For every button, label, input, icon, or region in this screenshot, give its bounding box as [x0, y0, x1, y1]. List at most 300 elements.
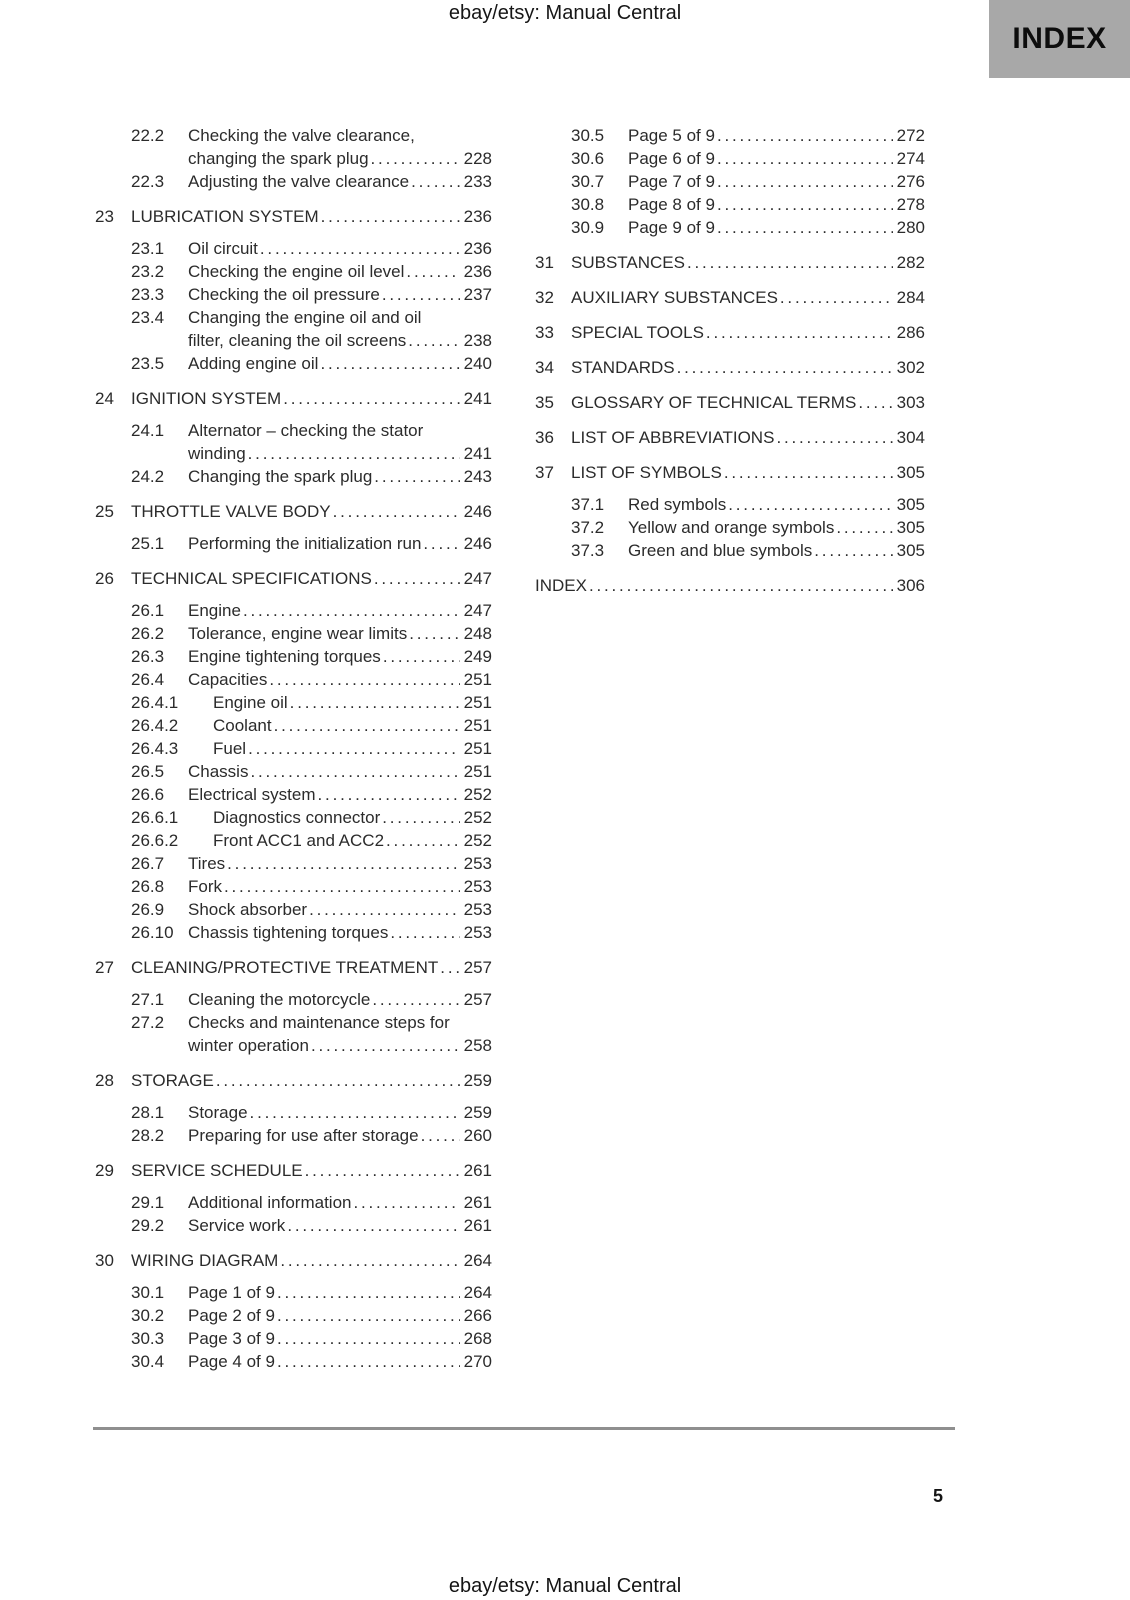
toc-entry-page: 258 — [463, 1036, 492, 1055]
toc-entry-line — [571, 170, 925, 193]
toc-entry — [95, 956, 492, 979]
toc-entry-page: 246 — [463, 502, 492, 521]
dot-leader — [382, 283, 460, 306]
toc-entry-title: WIRING DIAGRAM — [131, 1251, 279, 1270]
toc-entry-title: Checking the engine oil level — [188, 262, 405, 281]
toc-entry-line — [131, 532, 492, 555]
toc-entry-page: 302 — [896, 358, 925, 377]
toc-entry-title: Page 4 of 9 — [188, 1352, 275, 1371]
toc-entry-page: 233 — [463, 172, 492, 191]
toc-entry-page: 264 — [463, 1283, 492, 1302]
toc-entry-line — [95, 1249, 492, 1272]
toc-entry-page: 261 — [463, 1193, 492, 1212]
toc-entry — [95, 387, 492, 410]
toc-entry-number: 26.9 — [131, 900, 165, 919]
toc-entry-title: Diagnostics connector — [213, 808, 381, 827]
toc-entry — [95, 1214, 492, 1237]
toc-entry-page: 251 — [463, 716, 492, 735]
toc-entry-number: 30.4 — [131, 1352, 165, 1371]
toc-entry-number: 26.4.3 — [131, 739, 179, 758]
toc-entry — [95, 237, 492, 260]
toc-entry-page: 305 — [896, 541, 925, 560]
toc-entry-line — [95, 205, 492, 228]
toc-entry-page: 251 — [463, 670, 492, 689]
toc-entry-page: 280 — [896, 218, 925, 237]
toc-entry-line — [131, 442, 492, 465]
toc-entry-title: AUXILIARY SUBSTANCES — [571, 288, 778, 307]
toc-entry — [535, 216, 925, 239]
toc-entry — [535, 286, 925, 309]
toc-entry — [95, 170, 492, 193]
toc-entry-line — [131, 283, 492, 306]
toc-entry-page: 243 — [463, 467, 492, 486]
dot-leader — [277, 1304, 460, 1327]
toc-entry-page: 241 — [463, 389, 492, 408]
toc-entry-title: Changing the engine oil and oil — [188, 308, 422, 327]
toc-entry — [95, 1101, 492, 1124]
dot-leader — [287, 1214, 459, 1237]
toc-entry-line — [131, 1101, 492, 1124]
toc-entry-title: LIST OF SYMBOLS — [571, 463, 722, 482]
page-header-title: ebay/etsy: Manual Central — [448, 2, 682, 24]
dot-leader — [250, 760, 459, 783]
index-tab-label: INDEX — [1012, 22, 1107, 55]
toc-entry — [95, 622, 492, 645]
toc-entry-title: Front ACC1 and ACC2 — [213, 831, 385, 850]
toc-entry — [95, 737, 492, 760]
dot-leader — [269, 668, 459, 691]
dot-leader — [780, 286, 893, 309]
toc-entry-number: 26.8 — [131, 877, 165, 896]
toc-entry-line — [131, 306, 492, 329]
dot-leader — [227, 852, 459, 875]
toc-entry-line — [571, 516, 925, 539]
toc-entry-title: Yellow and orange symbols — [628, 518, 835, 537]
toc-entry-line — [131, 599, 492, 622]
toc-entry-number: 30.1 — [131, 1283, 165, 1302]
dot-leader — [717, 170, 893, 193]
toc-entry — [535, 124, 925, 147]
toc-entry-title: Changing the spark plug — [188, 467, 373, 486]
toc-entry-number: 23.4 — [131, 308, 165, 327]
toc-entry-page: 249 — [463, 647, 492, 666]
toc-entry-page: 246 — [463, 534, 492, 553]
toc-entry — [535, 461, 925, 484]
toc-entry — [95, 829, 492, 852]
toc-entry-line — [131, 875, 492, 898]
dot-leader — [858, 391, 892, 414]
toc-column-left — [95, 124, 492, 1373]
toc-entry-page: 252 — [463, 831, 492, 850]
page-number: 5 — [932, 1486, 943, 1506]
toc-entry — [95, 1281, 492, 1304]
toc-entry-line — [131, 783, 492, 806]
toc-entry — [535, 574, 925, 597]
toc-entry-line — [535, 356, 925, 379]
toc-entry-title: Oil circuit — [188, 239, 258, 258]
dot-leader — [277, 1327, 460, 1350]
toc-entry — [95, 306, 492, 352]
toc-entry-number: 23.1 — [131, 239, 165, 258]
toc-entry — [95, 691, 492, 714]
toc-entry-title: Green and blue symbols — [628, 541, 813, 560]
toc-entry-title: winter operation — [188, 1036, 309, 1055]
dot-leader — [408, 329, 459, 352]
dot-leader — [409, 622, 459, 645]
toc-entry-number: 26.6.1 — [131, 808, 179, 827]
toc-entry-line — [95, 387, 492, 410]
dot-leader — [243, 599, 460, 622]
toc-entry-title: Capacities — [188, 670, 268, 689]
toc-entry-line — [131, 1214, 492, 1237]
dot-leader — [321, 205, 460, 228]
toc-entry-title: SPECIAL TOOLS — [571, 323, 704, 342]
dot-leader — [706, 321, 893, 344]
toc-entry-page: 236 — [463, 239, 492, 258]
toc-entry-line — [571, 193, 925, 216]
toc-entry-line — [131, 1124, 492, 1147]
toc-entry-title: filter, cleaning the oil screens — [188, 331, 407, 350]
toc-entry-title: Additional information — [188, 1193, 352, 1212]
toc-entry — [535, 321, 925, 344]
toc-entry-title: IGNITION SYSTEM — [131, 389, 282, 408]
toc-entry-title: SERVICE SCHEDULE — [131, 1161, 303, 1180]
toc-entry-title: changing the spark plug — [188, 149, 369, 168]
toc-entry — [95, 852, 492, 875]
toc-entry-number: 26.5 — [131, 762, 165, 781]
toc-entry-page: 284 — [896, 288, 925, 307]
toc-entry-line — [131, 419, 492, 442]
dot-leader — [320, 352, 459, 375]
dot-leader — [421, 1124, 460, 1147]
toc-entry-line — [131, 465, 492, 488]
toc-entry-page: 259 — [463, 1103, 492, 1122]
toc-entry-number: 26.4 — [131, 670, 165, 689]
toc-entry-number: 27.2 — [131, 1013, 165, 1032]
toc-entry-number: 27 — [95, 958, 114, 977]
toc-entry-page: 251 — [463, 739, 492, 758]
toc-entry-number: 26.4.1 — [131, 693, 179, 712]
toc-entry-number: 24.2 — [131, 467, 165, 486]
toc-entry-number: 23 — [95, 207, 114, 226]
toc-entry-line — [131, 645, 492, 668]
toc-entry-line — [131, 329, 492, 352]
toc-entry-title: Adjusting the valve clearance — [188, 172, 410, 191]
toc-entry-title: STORAGE — [131, 1071, 214, 1090]
toc-entry-title: Checking the oil pressure — [188, 285, 380, 304]
toc-entry — [535, 493, 925, 516]
toc-entry — [95, 988, 492, 1011]
index-tab — [989, 0, 1130, 78]
toc-entry-line — [131, 1191, 492, 1214]
toc-entry-page: 240 — [463, 354, 492, 373]
toc-entry-page: 306 — [896, 576, 925, 595]
toc-entry-page: 276 — [896, 172, 925, 191]
toc-entry-number: 29.1 — [131, 1193, 165, 1212]
toc-entry-page: 305 — [896, 518, 925, 537]
dot-leader — [250, 1101, 460, 1124]
toc-entry-page: 261 — [463, 1216, 492, 1235]
toc-entry-title: Performing the initialization run — [188, 534, 422, 553]
toc-entry-page: 247 — [463, 601, 492, 620]
toc-entry-page: 304 — [896, 428, 925, 447]
toc-entry-page: 253 — [463, 877, 492, 896]
toc-entry-title: Tires — [188, 854, 226, 873]
toc-entry-line — [571, 493, 925, 516]
dot-leader — [353, 1191, 459, 1214]
toc-entry-line — [131, 352, 492, 375]
toc-entry — [95, 898, 492, 921]
toc-entry — [95, 1011, 492, 1057]
toc-entry-page: 259 — [463, 1071, 492, 1090]
toc-entry-page: 303 — [896, 393, 925, 412]
dot-leader — [277, 1350, 460, 1373]
toc-entry-number: 28.2 — [131, 1126, 165, 1145]
toc-entry-title: winding — [188, 444, 246, 463]
toc-entry — [95, 645, 492, 668]
toc-entry — [95, 921, 492, 944]
toc-entry-line — [131, 1034, 492, 1057]
toc-entry-page: 305 — [896, 463, 925, 482]
toc-entry-page: 247 — [463, 569, 492, 588]
toc-entry-title: Engine tightening torques — [188, 647, 381, 666]
dot-leader — [333, 500, 460, 523]
toc-entry-number: 26.7 — [131, 854, 165, 873]
dot-leader — [260, 237, 460, 260]
toc-entry-page: 274 — [896, 149, 925, 168]
toc-entry-line — [131, 737, 492, 760]
toc-entry-line — [131, 988, 492, 1011]
toc-entry-number: 37 — [535, 463, 554, 482]
toc-entry — [95, 260, 492, 283]
dot-leader — [280, 1249, 459, 1272]
dot-leader — [216, 1069, 460, 1092]
dot-leader — [717, 216, 893, 239]
toc-entry-number: 35 — [535, 393, 554, 412]
dot-leader — [305, 1159, 460, 1182]
toc-entry-line — [131, 170, 492, 193]
toc-entry — [535, 356, 925, 379]
toc-entry-number: 26.6.2 — [131, 831, 179, 850]
toc-entry-page: 236 — [463, 207, 492, 226]
toc-entry-line — [571, 216, 925, 239]
toc-entry-number: 30.5 — [571, 126, 605, 145]
dot-leader — [311, 1034, 460, 1057]
toc-entry-title: Checking the valve clearance, — [188, 126, 415, 145]
toc-entry — [95, 419, 492, 465]
toc-entry-line — [131, 622, 492, 645]
toc-entry-number: 24.1 — [131, 421, 165, 440]
dot-leader — [814, 539, 892, 562]
dot-leader — [836, 516, 892, 539]
toc-entry-page: 237 — [463, 285, 492, 304]
toc-entry — [95, 668, 492, 691]
dot-leader — [382, 806, 459, 829]
toc-entry-line — [131, 852, 492, 875]
toc-entry — [535, 516, 925, 539]
toc-entry-line — [131, 260, 492, 283]
toc-entry-line — [535, 321, 925, 344]
toc-entry — [95, 714, 492, 737]
toc-entry — [95, 1191, 492, 1214]
toc-entry-line — [131, 124, 492, 147]
toc-entry-number: 30.8 — [571, 195, 605, 214]
toc-entry-number: 36 — [535, 428, 554, 447]
toc-column-right — [535, 124, 925, 606]
toc-entry — [535, 391, 925, 414]
toc-entry — [95, 1159, 492, 1182]
toc-entry-title: Preparing for use after storage — [188, 1126, 419, 1145]
dot-leader — [290, 691, 460, 714]
toc-entry-line — [131, 898, 492, 921]
toc-entry-number: 22.2 — [131, 126, 165, 145]
dot-leader — [283, 387, 459, 410]
toc-entry — [95, 567, 492, 590]
toc-entry-line — [95, 500, 492, 523]
toc-entry-title: Chassis tightening torques — [188, 923, 389, 942]
toc-entry-title: STANDARDS — [571, 358, 675, 377]
dot-leader — [390, 921, 459, 944]
toc-entry-line — [131, 760, 492, 783]
dot-leader — [248, 737, 460, 760]
toc-entry — [95, 806, 492, 829]
toc-entry — [535, 193, 925, 216]
dot-leader — [386, 829, 460, 852]
toc-entry-page: 264 — [463, 1251, 492, 1270]
toc-entry-title: Storage — [188, 1103, 248, 1122]
dot-leader — [318, 783, 460, 806]
toc-entry — [535, 426, 925, 449]
toc-entry — [535, 147, 925, 170]
dot-leader — [406, 260, 459, 283]
toc-entry-number: 23.2 — [131, 262, 165, 281]
toc-entry-line — [571, 147, 925, 170]
dot-leader — [728, 493, 892, 516]
toc-entry-title: Shock absorber — [188, 900, 308, 919]
toc-entry — [95, 352, 492, 375]
toc-entry-number: 28 — [95, 1071, 114, 1090]
dot-leader — [372, 988, 459, 1011]
toc-entry — [95, 1249, 492, 1272]
dot-leader — [717, 124, 893, 147]
toc-entry-title: THROTTLE VALVE BODY — [131, 502, 331, 521]
toc-entry-number: 25 — [95, 502, 114, 521]
toc-entry-page: 236 — [463, 262, 492, 281]
toc-entry-line — [131, 806, 492, 829]
toc-entry-title: Checks and maintenance steps for — [188, 1013, 450, 1032]
toc-entry-title: Engine oil — [213, 693, 288, 712]
toc-entry — [95, 1124, 492, 1147]
toc-entry-page: 253 — [463, 923, 492, 942]
toc-entry-page: 268 — [463, 1329, 492, 1348]
toc-entry-page: 241 — [463, 444, 492, 463]
toc-entry-title: INDEX — [535, 576, 587, 595]
dot-leader — [687, 251, 893, 274]
toc-entry-line — [131, 237, 492, 260]
toc-entry-line — [131, 714, 492, 737]
page-footer-title: ebay/etsy: Manual Central — [448, 1575, 682, 1597]
dot-leader — [717, 147, 893, 170]
toc-entry — [95, 1069, 492, 1092]
toc-entry-page: 248 — [463, 624, 492, 643]
dot-leader — [309, 898, 460, 921]
toc-entry-title: Electrical system — [188, 785, 316, 804]
toc-entry-title: Engine — [188, 601, 241, 620]
toc-entry-title: Page 7 of 9 — [628, 172, 715, 191]
toc-entry-number: 30.3 — [131, 1329, 165, 1348]
toc-entry-number: 37.2 — [571, 518, 605, 537]
dot-leader — [589, 574, 893, 597]
toc-entry — [95, 875, 492, 898]
toc-entry-title: GLOSSARY OF TECHNICAL TERMS — [571, 393, 857, 412]
toc-entry-page: 257 — [463, 958, 492, 977]
toc-entry-title: SUBSTANCES — [571, 253, 685, 272]
toc-entry-line — [535, 286, 925, 309]
toc-entry-title: LIST OF ABBREVIATIONS — [571, 428, 775, 447]
toc-entry-title: TECHNICAL SPECIFICATIONS — [131, 569, 372, 588]
toc-entry — [95, 283, 492, 306]
toc-entry-number: 33 — [535, 323, 554, 342]
toc-entry-page: 261 — [463, 1161, 492, 1180]
toc-entry-title: Chassis — [188, 762, 249, 781]
toc-entry-title: Page 6 of 9 — [628, 149, 715, 168]
toc-entry-page: 252 — [463, 808, 492, 827]
toc-entry-page: 257 — [463, 990, 492, 1009]
toc-entry-line — [571, 539, 925, 562]
toc-entry — [535, 170, 925, 193]
toc-entry-line — [131, 1011, 492, 1034]
toc-entry-line — [95, 1159, 492, 1182]
dot-leader — [371, 147, 460, 170]
dot-leader — [374, 567, 460, 590]
toc-entry-page: 253 — [463, 900, 492, 919]
toc-entry-line — [131, 1281, 492, 1304]
toc-entry-title: Service work — [188, 1216, 286, 1235]
toc-entry-page: 228 — [463, 149, 492, 168]
toc-entry-number: 26.3 — [131, 647, 165, 666]
toc-entry-line — [131, 1304, 492, 1327]
toc-entry-number: 27.1 — [131, 990, 165, 1009]
dot-leader — [383, 645, 460, 668]
dot-leader — [724, 461, 893, 484]
toc-entry — [95, 599, 492, 622]
toc-entry-page: 252 — [463, 785, 492, 804]
dot-leader — [374, 465, 459, 488]
toc-entry-page: 282 — [896, 253, 925, 272]
toc-entry-line — [95, 1069, 492, 1092]
toc-entry — [95, 1304, 492, 1327]
toc-entry-number: 26.4.2 — [131, 716, 179, 735]
toc-entry-page: 251 — [463, 693, 492, 712]
dot-leader — [411, 170, 459, 193]
toc-entry-title: Page 2 of 9 — [188, 1306, 275, 1325]
toc-entry — [95, 783, 492, 806]
toc-entry-line — [95, 567, 492, 590]
toc-entry-title: Page 5 of 9 — [628, 126, 715, 145]
toc-entry-title: Page 9 of 9 — [628, 218, 715, 237]
toc-entry-title: Adding engine oil — [188, 354, 319, 373]
toc-entry-line — [95, 956, 492, 979]
toc-entry — [95, 1350, 492, 1373]
dot-leader — [776, 426, 892, 449]
toc-entry-number: 26.10 — [131, 923, 174, 942]
toc-entry-title: Tolerance, engine wear limits — [188, 624, 408, 643]
toc-entry-title: Red symbols — [628, 495, 727, 514]
toc-entry-page: 270 — [463, 1352, 492, 1371]
toc-entry-number: 30.2 — [131, 1306, 165, 1325]
toc-entry-number: 30.7 — [571, 172, 605, 191]
toc-entry-number: 23.3 — [131, 285, 165, 304]
